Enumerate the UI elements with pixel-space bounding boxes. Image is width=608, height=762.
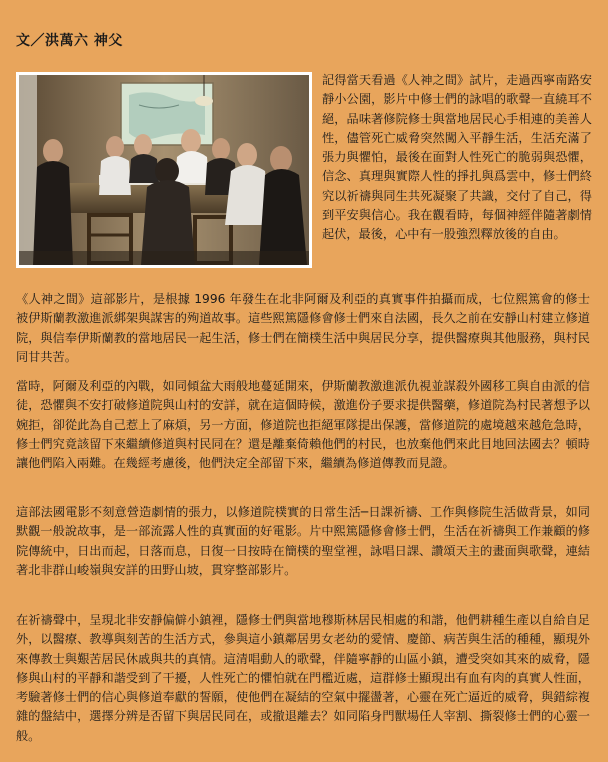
body-paragraph-1: 《人神之間》這部影片，是根據 1996 年發生在北非阿爾及利亞的真實事件拍攝而成，七位熙篤會的修士被伊斯蘭教激進派綁架與謀害的殉道故事。這些熙篤隱修會修士們來自法國，長久之前在安靜山村建立修道院，與信奉伊斯蘭教的當地居民一起生活，修士們在簡樸生活中與居民分享，提供醫療與其他服務，與村民同甘共苦。 (16, 292, 590, 364)
body-paragraph-2: 當時，阿爾及利亞的內戰，如同傾盆大雨般地蔓延開來，伊斯蘭教激進派仇視並謀殺外國移工與自由派的信徒，恐懼與不安打破修道院與山村的安詳，就在這個時候，激進份子要求提供醫藥，修道院為村民著想予以婉拒，卻從此為自己惹上了麻煩，另一方面，修道院也拒絕軍隊提出保護，當修道院的處境越來越危急時，修士們究竟該留下來繼續修道與村民同在？還是離棄倚賴他們的村民，也放棄他們來此目地回法國去？頓時讓他們陷入兩難。在幾經考慮後，他們決定全部留下來，繼續為修道傳教而見證。 (16, 379, 590, 471)
monks-at-table-image (19, 75, 309, 265)
body-paragraph-3: 這部法國電影不刻意營造劇情的張力，以修道院樸實的日常生活─日課祈禱、工作與修院生活做背景，如同默觀一般說故事，是一部流露人性的真實面的好電影。片中熙篤隱修會修士們，生活在祈禱與工作兼顧的修院傳統中，日出而起，日落而息，日復一日按時在簡樸的聖堂裡，詠唱日課、讚頌天主的畫面與歌聲，連結著北非群山峻嶺與安詳的田野山坡，貫穿整部影片。 (16, 505, 590, 577)
byline: 文／洪萬六 神父 (16, 33, 123, 49)
film-still-photo (16, 72, 312, 268)
body-paragraph-4: 在祈禱聲中，呈現北非安靜偏僻小鎮裡，隱修士們與當地穆斯林居民相處的和諧，他們耕種生產以自給自足外，以醫療、教導與刻苦的生活方式，參與這小鎮鄰居男女老幼的愛情、慶節、病苦與生活的種種，顯現外來傳教士與艱苦居民休戚與共的真情。這清唱動人的歌聲，伴隨寧靜的山區小鎮，遭受突如其來的威脅，隱修與山村的平靜和諧受到了干擾，人性死亡的懼怕就在門檻近處，這群修士顯現出有血有肉的真實人性面，考驗著修士們的信心與修道奉獻的誓願，使他們在凝結的空氣中擺盪著，心靈在死亡逼近的威脅，與錯綜複雜的盤結中，選擇分辨是否留下與居民同在，或撤退離去？如同陷身門獸場任人宰割、撕裂修士們的心靈一般。 (16, 613, 590, 743)
intro-paragraph: 記得當天看過《人神之間》試片，走過西寧南路安靜小公園，影片中修士們的詠唱的歌聲一直繞耳不絕，品味著修院修士與當地居民心手相連的美善人性，儘管死亡威脅突然闖入平靜生活，生活充滿了張力與懼怕，最後在面對人性死亡的脆弱與恐懼，信念、真理與實際人性的掙扎與爲雲中，修士們終究以祈禱與同生共死凝聚了共識，交付了自己，得到平安與信心。我在觀看時，每個神經伴隨著劇情起伏，最後，心中有一股強烈釋放後的自由。 (322, 73, 592, 242)
